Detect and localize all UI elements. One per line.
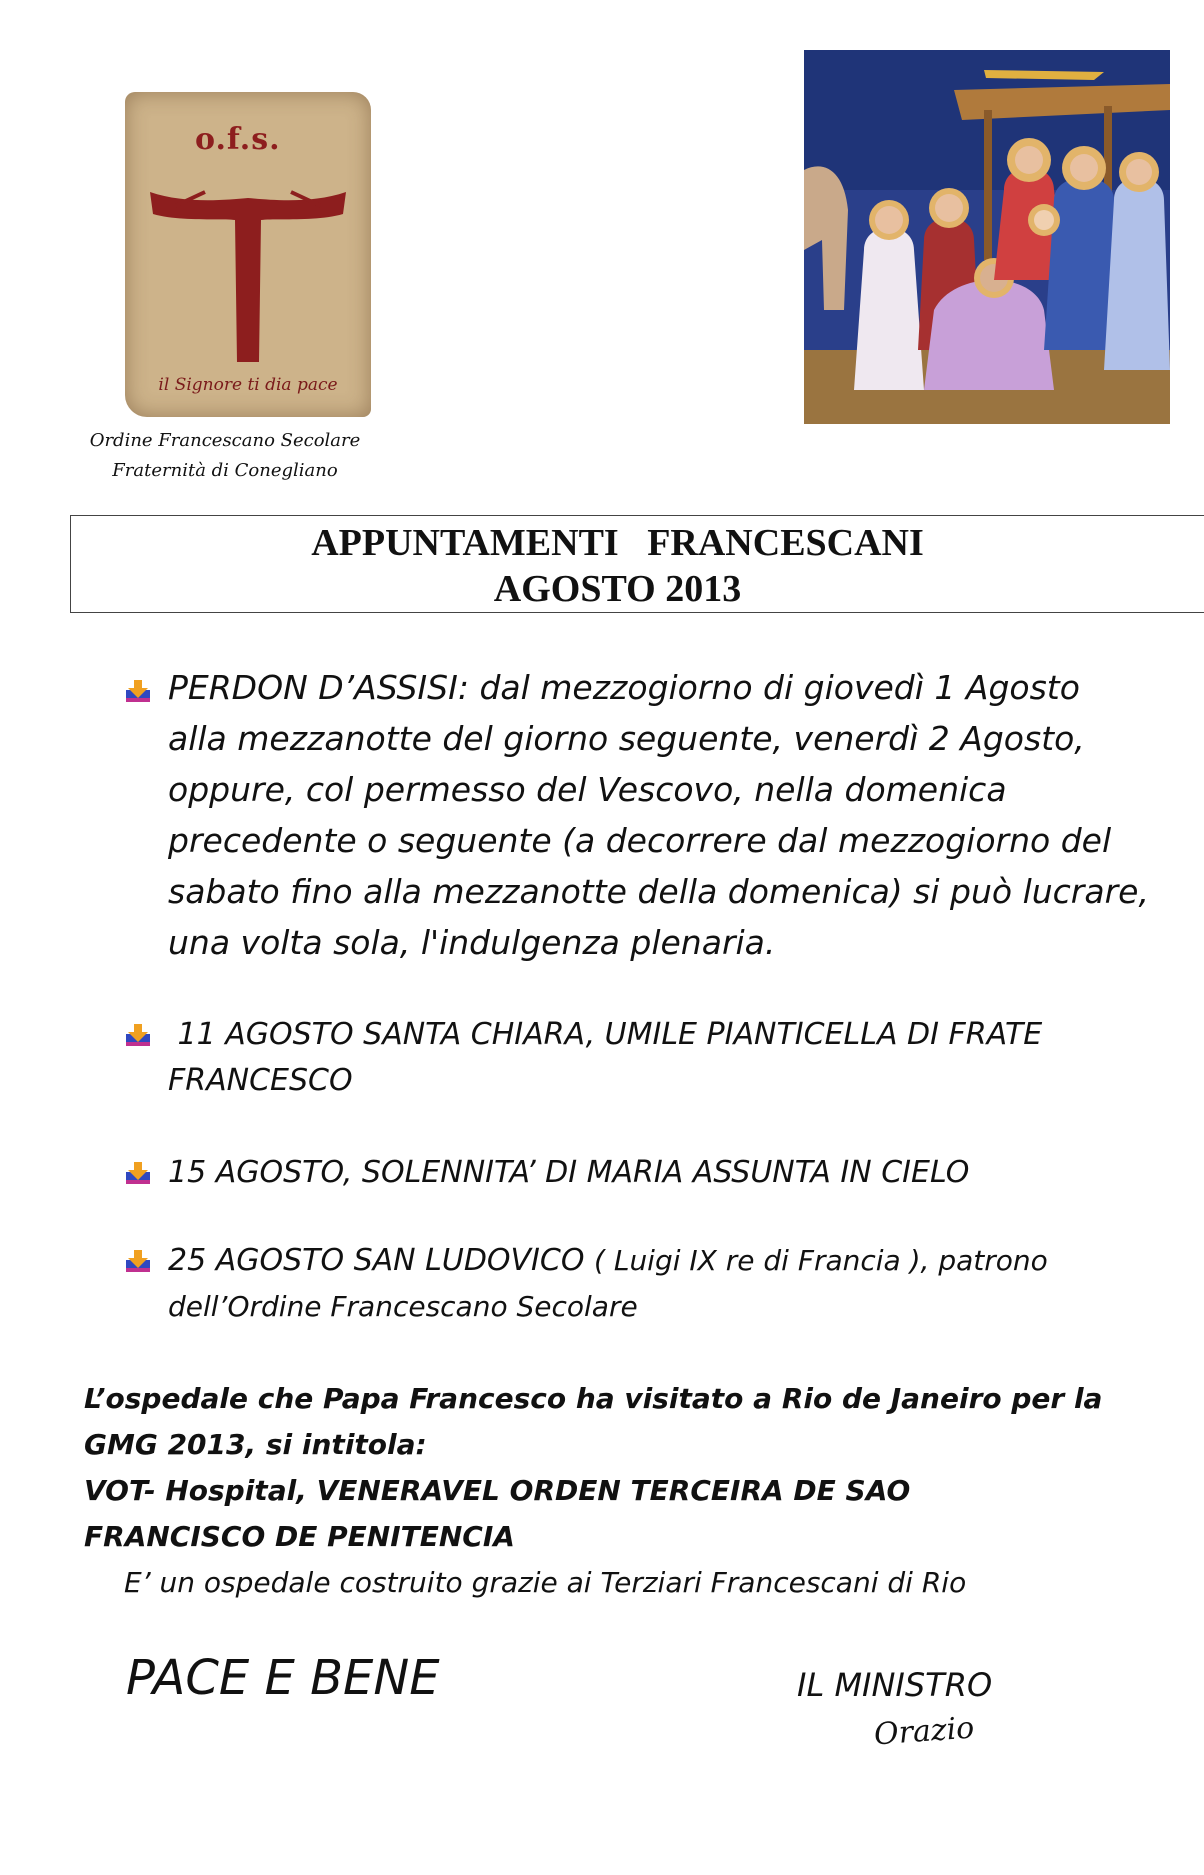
- title-box: [70, 515, 1204, 613]
- org-name: Ordine Francescano Secolare: [89, 430, 361, 451]
- hospital-line: L’ospedale che Papa Francesco ha visitato a Rio de Janeiro per la: [84, 1382, 1103, 1415]
- minister-role: IL MINISTRO: [797, 1666, 993, 1704]
- adoration-fresco-image: [804, 50, 1170, 424]
- logo-motto: il Signore ti dia pace: [158, 375, 338, 395]
- list-item: [126, 662, 1186, 968]
- bullet-line: 15 AGOSTO, SOLENNITA’ DI MARIA ASSUNTA IN CIELO: [168, 1155, 970, 1190]
- tau-cross-icon: [145, 162, 351, 372]
- hospital-line: GMG 2013, si intitola:: [84, 1428, 427, 1461]
- bullet-line: [168, 1238, 1186, 1284]
- bullet-line: precedente o seguente (a decorrere dal mezzogiorno del: [168, 821, 1112, 860]
- bullet-line: sabato fino alla mezzanotte della domenica) si può lucrare,: [168, 872, 1149, 911]
- bullet-arrow-icon: [126, 1024, 150, 1048]
- bullet-text: 25 AGOSTO SAN LUDOVICO: [168, 1243, 595, 1278]
- bullet-arrow-icon: [126, 680, 150, 704]
- title-line-1: APPUNTAMENTI FRANCESCANI: [311, 522, 924, 564]
- ofs-logo: [125, 92, 371, 417]
- bullet-line: PERDON D’ASSISI: dal mezzogiorno di giovedì 1 Agosto: [168, 668, 1080, 707]
- minister-signature: Orazio: [872, 1710, 976, 1753]
- organization-caption: [70, 426, 380, 486]
- list-item: [126, 1150, 1186, 1196]
- bullet-line: una volta sola, l'indulgenza plenaria.: [168, 923, 776, 962]
- bullet-text-detail: ( Luigi IX re di Francia ), patrono: [594, 1244, 1048, 1277]
- logo-top-text: o.f.s.: [195, 122, 281, 157]
- bullet-line: dell’Ordine Francescano Secolare: [168, 1290, 638, 1323]
- org-fraternity: Fraternità di Conegliano: [112, 460, 338, 481]
- bullet-line: FRANCESCO: [168, 1063, 353, 1098]
- bullet-line: alla mezzanotte del giorno seguente, venerdì 2 Agosto,: [168, 719, 1085, 758]
- hospital-note: E’ un ospedale costruito grazie ai Terziari Francescani di Rio: [124, 1566, 967, 1599]
- list-item: [126, 1238, 1186, 1330]
- bullet-arrow-icon: [126, 1162, 150, 1186]
- bullet-line: 11 AGOSTO SANTA CHIARA, UMILE PIANTICELLA DI FRATE: [168, 1017, 1043, 1052]
- title-line-2: AGOSTO 2013: [493, 568, 742, 610]
- hospital-line: FRANCISCO DE PENITENCIA: [84, 1520, 515, 1553]
- bullet-arrow-icon: [126, 1250, 150, 1274]
- hospital-line: VOT- Hospital, VENERAVEL ORDEN TERCEIRA DE SAO: [84, 1474, 911, 1507]
- list-item: [126, 1012, 1186, 1104]
- closing-greeting: PACE E BENE: [126, 1650, 440, 1706]
- hospital-paragraph: [84, 1376, 1134, 1606]
- bullet-line: oppure, col permesso del Vescovo, nella domenica: [168, 770, 1007, 809]
